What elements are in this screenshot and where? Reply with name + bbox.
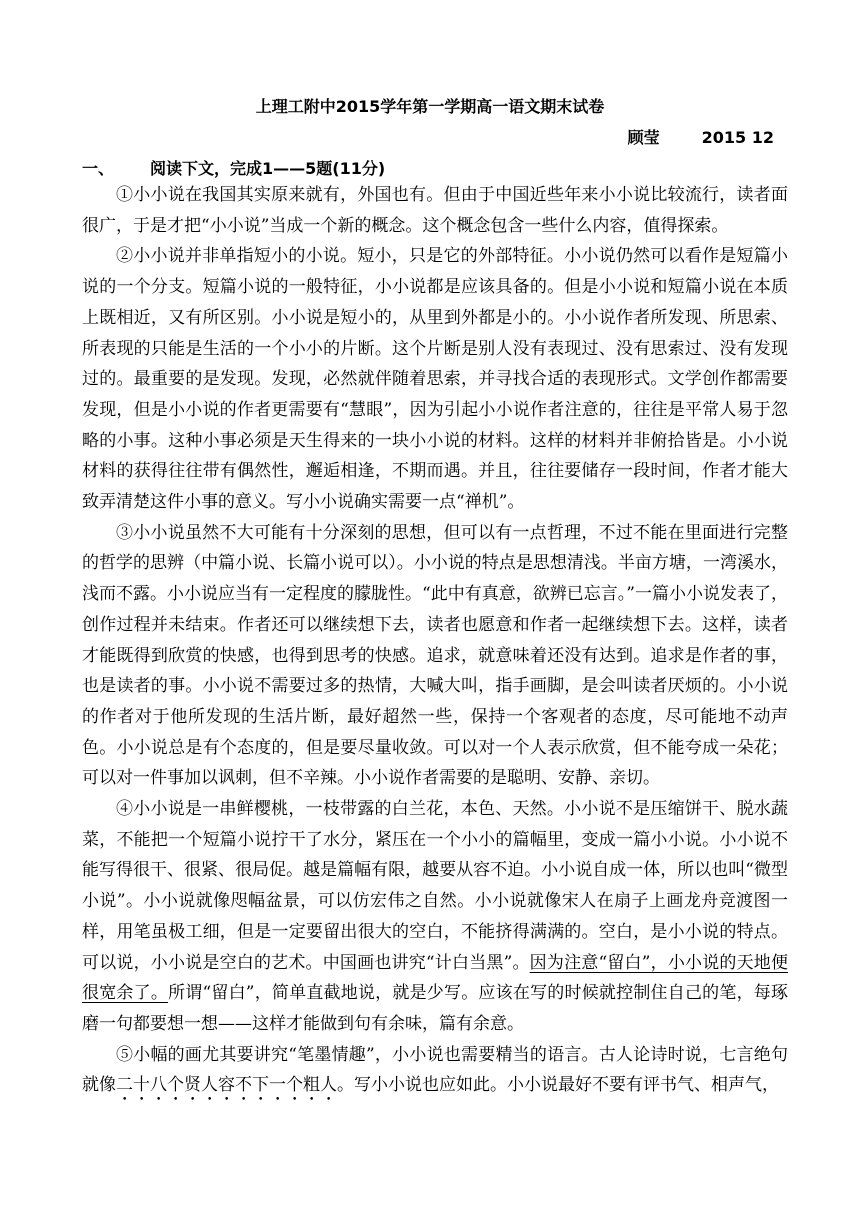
paragraph-3: ③小小说虽然不大可能有十分深刻的思想，但可以有一点哲理，不过不能在里面进行完整的哲学的思辨（中篇小说、长篇小说可以）。小小说的特点是思想清浅。半亩方塘，一湾溪水，浅而不露。小小说应当有一定程度的朦胧性。“此中有真意，欲辨已忘言。”一篇小小说发表了，创作过程并未结束。作者还可以继续想下去，读者也愿意和作者一起继续想下去。这样，读者才能既得到欣赏的快感，也得到思考的快感。追求，就意味着还没有达到。追求是作者的事，也是读者的事。小小说不需要过多的热情，大喊大叫，指手画脚，是会叫读者厌烦的。小小说的作者对于他所发现的生活片断，最好超然一些，保持一个客观者的态度，尽可能地不动声色。小小说总是有个态度的，但是要尽量收敛。可以对一个人表示欣赏，但不能夸成一朵花；可以对一件事加以讽刺，但不辛辣。小小说作者需要的是聪明、安静、亲切。: [82, 522, 788, 789]
exam-date: 2015 12: [701, 128, 774, 147]
reading-passage: [82, 180, 788, 1105]
author-line: [628, 125, 774, 148]
section-heading: [82, 156, 385, 179]
paragraph-2: ②小小说并非单指短小的小说。短小，只是它的外部特征。小小说仍然可以看作是短篇小说的一个分支。短篇小说的一般特征，小小说都是应该具备的。但是小小说和短篇小说在本质上既相近，又有所区别。小小说是短小的，从里到外都是小的。小小说作者所发现、所思索、所表现的只能是生活的一个小小的片断。这个片断是别人没有表现过、没有思索过、没有发现过的。最重要的是发现。发现，必然就伴随着思索，并寻找合适的表现形式。文学创作都需要发现，但是小小说的作者更需要有“慧眼”，因为引起小小说作者注意的，往往是平常人易于忽略的小事。这种小事必须是天生得来的一块小小说的材料。这样的材料并非俯拾皆是。小小说材料的获得往往带有偶然性，邂逅相逢，不期而遇。并且，往往要储存一段时间，作者才能大致弄清楚这件小事的意义。写小小说确实需要一点“禅机”。: [82, 246, 788, 513]
paragraph-5: [82, 1040, 788, 1106]
section-number: 一、: [82, 159, 115, 178]
section-instruction: 阅读下文，完成1——5题(11分): [150, 159, 386, 178]
author-name: 顾莹: [627, 128, 660, 147]
paragraph-5-text-a: ⑤小幅的画尤其要讲究“笔墨情趣”，小小说也需要精当的语言。古人论诗时说，七言绝句就像: [82, 1044, 788, 1096]
paragraph-4-text-b: 所谓“留白”，简单直截地说，就是少写。应该在写的时候就控制住自己的笔，每琢磨一句都要想一想——这样才能做到句有余味，篇有余意。: [82, 983, 789, 1034]
paragraph-4-text-a: ④小小说是一串鲜樱桃，一枝带露的白兰花，本色、天然。小小说不是压缩饼干、脱水蔬菜，不能把一个短篇小说拧干了水分，紧压在一个小小的篇幅里，变成一篇小小说。小小说不能写得很干、很紧、很局促。越是篇幅有限，越要从容不迫。小小说自成一体，所以也叫“微型小说”。小小说就像咫幅盆景，可以仿宏伟之自然。小小说就像宋人在扇子上画龙舟竞渡图一样，用笔虽极工细，但是一定要留出很大的空白，不能挤得满满的。空白，是小小说的特点。可以说，小小说是空白的艺术。中国画也讲究“计白当黑”。: [82, 799, 788, 973]
dotted-phrase: 二十八个贤人容不下一个粗人: [116, 1075, 337, 1096]
exam-title: 上理工附中2015学年第一学期高一语文期末试卷: [255, 97, 605, 116]
underlined-sentence: 因为注意“留白”，小小说的天地便很宽余了。: [82, 952, 788, 1004]
paragraph-1: ①小小说在我国其实原来就有，外国也有。但由于中国近些年来小小说比较流行，读者面很广，于是才把“小小说”当成一个新的概念。这个概念包含一些什么内容，值得探索。: [82, 185, 788, 236]
paragraph-5-text-b: 。写小小说也应如此。小小说最好不要有评书气、相声气，: [337, 1075, 779, 1096]
paragraph-4: [82, 794, 788, 1040]
